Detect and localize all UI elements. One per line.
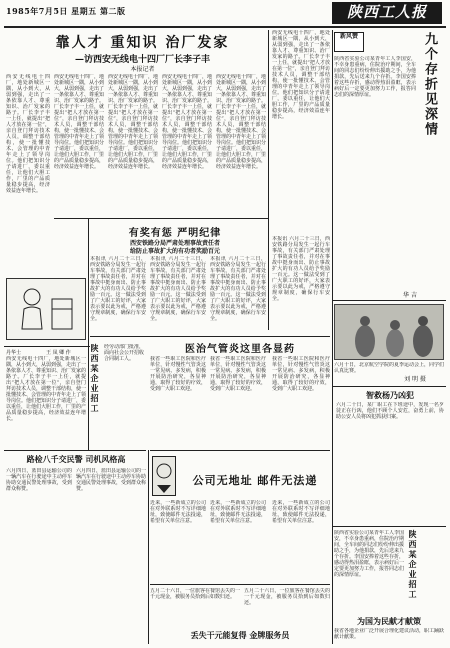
right-col-text-1: 陕西省实验公司某青年工人李国安，不幸身患重病，住院治疗期间，全车间的同志们纷纷伸出援助之手，为他捐款，先后送来九个存折。李国安捧着这些存折，感动得热泪盈眶，表示病好后一定要更加努力工作，报答同志们的深情厚谊。	[334, 56, 416, 98]
lead-col-4: 西安无线电十四厂，地处新城区一隅，从小到大，从弱到强，走出了一条依靠人才、尊重知识、治厂发家的路子。厂长李子丰一上任，就提出“把人才放在第一位”，亲自登门拜访技术人员，调整干部结构，使一批懂技术、会管理的中青年走上了领导岗位。他们把知识分子请进厂，委以重任，让他们大胆工作，厂里的产品质量稳步提高，经济效益连年增长。	[162, 74, 212, 170]
article4-col-2: 六月四日，蓝田县运输公司的一辆汽车在行驶途中主动停车协助交通民警处理事故，受到群众称赞。	[76, 468, 146, 492]
right-article-title: 智救杨乃凶犯	[366, 390, 414, 400]
article5-logo	[152, 456, 176, 496]
article2-subtitle-2: 给防止事故扩大的有功者奖励百元	[129, 248, 220, 255]
article2-subtitle-1: 西安铁路分局严肃处理事故责任者	[129, 240, 220, 247]
cartoon-caption: 丹华士	[6, 350, 22, 356]
lead-col-3: 西安无线电十四厂，地处新城区一隅，从小到大，从弱到强，走出了一条依靠人才、尊重知识、治厂发家的路子。厂长李子丰一上任，就提出“把人才放在第一位”，亲自登门拜访技术人员，调整干部结构，使一批懂技术、会管理的中青年走上了领导岗位。他们把知识分子请进厂，委以重任，让他们大胆工作，厂里的产品质量稳步提高，经济效益连年增长。	[108, 74, 158, 170]
photo-credit: 刘 明 摄	[404, 376, 426, 383]
lead-subtitle: —访西安无线电十四厂厂长李子丰	[74, 55, 210, 65]
article5-headline: 公司无地址 邮件无法递	[192, 474, 318, 487]
bottom-right-headline: 为国为民献才献策	[357, 616, 421, 626]
sports-photo	[334, 304, 444, 360]
cartoon-credit: 王 凤 卿 作	[46, 350, 71, 356]
bottom-right-boxes: 陕西省实验公司某青年工人李国安，不幸身患重病，住院治疗期间，全车间的同志们纷纷伸出援助之手，为他捐款，先后送来九个存折。李国安捧着这些存折，感动得热泪盈眶，表示病好后一定要更加努力工作，报答同志们的深情厚谊。	[334, 530, 404, 578]
article2-col-1: 本报讯 六月二十三日，西安铁路分局发生一起行车事故，有关部门严肃处理了事故责任者，并对在事故中挺身而出、防止事故扩大的有功人员给予奖励一百元。这一做法受到了广大职工的好评，大家表示要以此为戒，严格遵守规章制度，确保行车安全。	[90, 256, 146, 322]
article2-col-2: 本报讯 六月二十三日，西安铁路分局发生一起行车事故，有关部门严肃处理了事故责任者，并对在事故中挺身而出、防止事故扩大的有功人员给予奖励一百元。这一做法受到了广大职工的好评，大家表示要以此为戒，严格遵守规章制度，确保行车安全。	[150, 256, 206, 322]
article6-headline: 丢失干元能复得 金牌服务员	[190, 630, 290, 640]
article6-col-2: 五月二十六日，一位旅客在餐馆丢失的一千元现金，被服务员拾到后如数归还。	[244, 588, 330, 606]
lead-col-2: 西安无线电十四厂，地处新城区一隅，从小到大，从弱到强，走出了一条依靠人才、尊重知识、治厂发家的路子。厂长李子丰一上任，就提出“把人才放在第一位”，亲自登门拜访技术人员，调整干部结构，使一批懂技术、会管理的中青年走上了领导岗位。他们把知识分子请进厂，委以重任，让他们大胆工作，厂里的产品质量稳步提高，经济效益连年增长。	[54, 74, 104, 170]
article4-col-1: 六月四日，蓝田县运输公司的一辆汽车在行驶途中主动停车协助交通民警处理事故，受到群众称赞。	[6, 468, 72, 492]
sidebar-text: 经劳动部门批准，面向社会公开招收合同制工人。	[104, 344, 144, 362]
article3-col-3: 我省一些职工医院和医疗单位，针对慢性气管炎这一常见病、多发病，积极开展防治研究，各显神通，取得了较好的疗效，受到广大职工欢迎。	[272, 356, 330, 392]
article3-headline: 医治气管炎这里各显药	[185, 344, 295, 355]
lead-headline: 靠人才 重知识 治厂发家	[55, 35, 230, 51]
photo-caption: 六月十日，北京航空学院的夏季运动会上，同学们认真比赛。	[334, 362, 444, 374]
article5-col-2: 近来，一些新成立的公司在对外联系时不写详细地址，致使邮件无法投递，希望有关单位注意。	[210, 500, 266, 524]
article2-col-4: 本报讯 六月二十三日，西安铁路分局发生一起行车事故，有关部门严肃处理了事故责任者，并对在事故中挺身而出、防止事故扩大的有功人员给予奖励一百元。这一做法受到了广大职工的好评，大家表示要以此为戒，严格遵守规章制度，确保行车安全。	[272, 236, 330, 302]
sidebar-vertical-title: 陕西某企业招工	[90, 344, 100, 414]
right-col-vertical-title: 九个存折见深情	[422, 32, 437, 137]
article5-col-3: 近来，一些新成立的公司在对外联系时不写详细地址，致使邮件无法投递，希望有关单位注意。	[272, 500, 330, 524]
article5-col-1: 近来，一些新成立的公司在对外联系时不写详细地址，致使邮件无法投递，希望有关单位注意。	[150, 500, 206, 524]
section-label-xinfengzan: 新风赞	[334, 32, 364, 52]
cartoon-illustration	[6, 278, 86, 340]
lead-col-1: 西安无线电十四厂，地处新城区一隅，从小到大，从弱到强，走出了一条依靠人才、尊重知识、治厂发家的路子。厂长李子丰一上任，就提出“把人才放在第一位”，亲自登门拜访技术人员，调整干部结构，使一批懂技术、会管理的中青年走上了领导岗位。他们把知识分子请进厂，委以重任，让他们大胆工作，厂里的产品质量稳步提高，经济效益连年增长。	[6, 74, 50, 194]
article4-headline: 路检八千交民警 司机风格高	[26, 454, 126, 464]
article2-headline: 有奖有惩 严明纪律	[128, 228, 222, 239]
lead-author: 本报记者	[130, 66, 155, 73]
article2-col-3: 本报讯 六月二十三日，西安铁路分局发生一起行车事故，有关部门严肃处理了事故责任者，并对在事故中挺身而出、防止事故扩大的有功人员给予奖励一百元。这一做法受到了广大职工的好评，大家表示要以此为戒，严格遵守规章制度，确保行车安全。	[210, 256, 266, 322]
newspaper-masthead: 陕西工人报	[332, 2, 442, 24]
article6-col-1: 五月二十六日，一位旅客在餐馆丢失的一千元现金，被服务员拾到后如数归还。	[150, 588, 240, 600]
issue-date: 1985年7月5日 星期五 第二版	[6, 6, 126, 16]
lead-col-6: 西安无线电十四厂，地处新城区一隅，从小到大，从弱到强，走出了一条依靠人才、尊重知识、治厂发家的路子。厂长李子丰一上任，就提出“把人才放在第一位”，亲自登门拜访技术人员，调整干部结构，使一批懂技术、会管理的中青年走上了领导岗位。他们把知识分子请进厂，委以重任，让他们大胆工作，厂里的产品质量稳步提高，经济效益连年增长。	[272, 30, 330, 120]
lead-col-5: 西安无线电十四厂，地处新城区一隅，从小到大，从弱到强，走出了一条依靠人才、尊重知识、治厂发家的路子。厂长李子丰一上任，就提出“把人才放在第一位”，亲自登门拜访技术人员，调整干部结构，使一批懂技术、会管理的中青年走上了领导岗位。他们把知识分子请进厂，委以重任，让他们大胆工作，厂里的产品质量稳步提高，经济效益连年增长。	[216, 74, 266, 170]
bottom-right-vertical-title: 陕西某企业招工	[408, 530, 418, 600]
left-col-bottom-1: 西安无线电十四厂，地处新城区一隅，从小到大，从弱到强，走出了一条依靠人才、尊重知识、治厂发家的路子。厂长李子丰一上任，就提出“把人才放在第一位”，亲自登门拜访技术人员，调整干部结构，使一批懂技术、会管理的中青年走上了领导岗位。他们把知识分子请进厂，委以重任，让他们大胆工作，厂里的产品质量稳步提高，经济效益连年增长。	[6, 356, 86, 422]
right-article-body: 六月二十日，某厂职工在下班途中，发现一名歹徒正在行凶，他们不顾个人安危，奋勇上前，协助公安人员将凶犯抓获归案。	[336, 402, 444, 420]
right-col-author: 华 吉	[403, 292, 417, 299]
bottom-right-body: 我省各地企业广泛开展合理化建议活动，职工踊跃献计献策。	[334, 628, 444, 640]
article3-col-1: 我省一些职工医院和医疗单位，针对慢性气管炎这一常见病、多发病，积极开展防治研究，各显神通，取得了较好的疗效，受到广大职工欢迎。	[150, 356, 206, 392]
article3-col-2: 我省一些职工医院和医疗单位，针对慢性气管炎这一常见病、多发病，积极开展防治研究，各显神通，取得了较好的疗效，受到广大职工欢迎。	[210, 356, 266, 392]
